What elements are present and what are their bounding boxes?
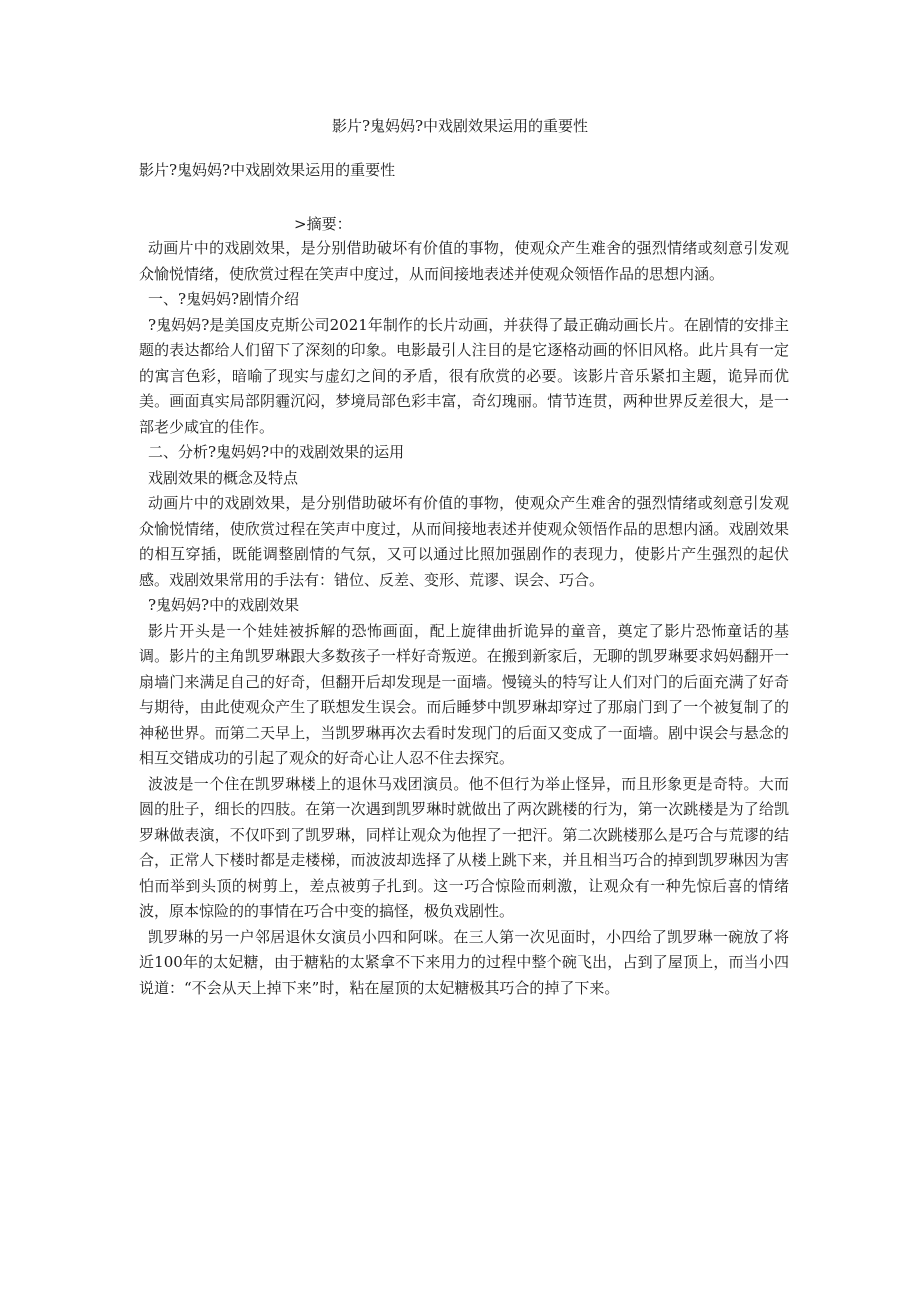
abstract-paragraph: 动画片中的戏剧效果，是分别借助破坏有价值的事物，使观众产生难舍的强烈情绪或刻意引发观众愉悦情绪，使欣赏过程在笑声中度过，从而间接地表述并使观众领悟作品的思想内涵。	[139, 239, 789, 283]
effects-paragraph-neighbors: 凯罗琳的另一户邻居退休女演员小四和阿咪。在三人第一次见面时，小四给了凯罗琳一碗放了将近100年的太妃糖，由于糖粘的太紧拿不下来用力的过程中整个碗飞出，占到了屋顶上，而当小四说道：“不会从天上掉下来”时，粘在屋顶的太妃糖极其巧合的掉了下来。	[139, 927, 789, 997]
document-title: 影片?鬼妈妈?中戏剧效果运用的重要性	[331, 117, 589, 135]
section-heading-plot: 一、?鬼妈妈?剧情介绍	[148, 290, 300, 308]
effects-paragraph-opening: 影片开头是一个娃娃被拆解的恐怖画面，配上旋律曲折诡异的童音，奠定了影片恐怖童话的基调。影片的主角凯罗琳跟大多数孩子一样好奇叛逆。在搬到新家后，无聊的凯罗琳要求妈妈翻开一扇墙门来满足自己的好奇，但翻开后却发现是一面墙。慢镜头的特写让人们对门的后面充满了好奇与期待，由此使观众产生了联想发生误会。而后睡梦中凯罗琳却穿过了那扇门到了一个被复制了的神秘世界。而第二天早上，当凯罗琳再次去看时发现门的后面又变成了一面墙。剧中误会与悬念的相互交错成功的引起了观众的好奇心让人忍不住去探究。	[139, 621, 789, 767]
abstract-label: >摘要：	[294, 215, 352, 233]
section-heading-analysis: 二、分析?鬼妈妈?中的戏剧效果的运用	[148, 443, 405, 461]
subsection-heading-effects: ?鬼妈妈?中的戏剧效果	[148, 596, 300, 614]
document-subtitle: 影片?鬼妈妈?中戏剧效果运用的重要性	[139, 161, 396, 179]
effects-paragraph-bobo: 波波是一个住在凯罗琳楼上的退休马戏团演员。他不但行为举止怪异，而且形象更是奇特。大而圆的肚子，细长的四肢。在第一次遇到凯罗琳时就做出了两次跳楼的行为，第一次跳楼是为了给凯罗琳做表演，不仅吓到了凯罗琳，同样让观众为他捏了一把汗。第二次跳楼那么是巧合与荒谬的结合，正常人下楼时都是走楼梯，而波波却选择了从楼上跳下来，并且相当巧合的掉到凯罗琳因为害怕而举到头顶的树剪上，差点被剪子扎到。这一巧合惊险而刺激，让观众有一种先惊后喜的情绪波，原本惊险的的事情在巧合中变的搞怪，极负戏剧性。	[139, 774, 789, 920]
concept-paragraph: 动画片中的戏剧效果，是分别借助破坏有价值的事物，使观众产生难舍的强烈情绪或刻意引发观众愉悦情绪，使欣赏过程在笑声中度过，从而间接地表述并使观众领悟作品的思想内涵。戏剧效果的相互穿插，既能调整剧情的气氛，又可以通过比照加强剧作的表现力，使影片产生强烈的起伏感。戏剧效果常用的手法有：错位、反差、变形、荒谬、误会、巧合。	[139, 494, 789, 589]
subsection-heading-concept: 戏剧效果的概念及特点	[148, 468, 299, 487]
document-body	[139, 236, 789, 1001]
plot-paragraph: ?鬼妈妈?是美国皮克斯公司2021年制作的长片动画，并获得了最正确动画长片。在剧情的安排主题的表达都给人们留下了深刻的印象。电影最引人注目的是它逐格动画的怀旧风格。此片具有一定的寓言色彩，暗喻了现实与虚幻之间的矛盾，很有欣赏的必要。该影片音乐紧扣主题，诡异而优美。画面真实局部阴霾沉闷，梦境局部色彩丰富，奇幻瑰丽。情节连贯，两种世界反差很大，是一部老少咸宜的佳作。	[139, 315, 789, 436]
